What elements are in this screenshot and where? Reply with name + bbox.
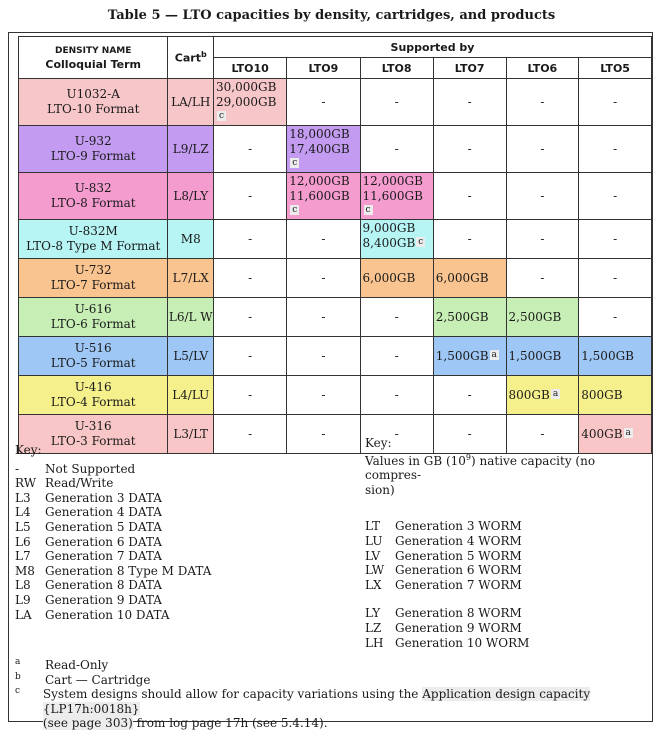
capacity-value: 2,500GB [508, 309, 562, 324]
density-code: U-516 [74, 341, 112, 355]
capacity-cell-supported [506, 376, 579, 415]
key-left-title: Key: [15, 443, 42, 457]
table-row [19, 79, 652, 126]
supported-by-header: Supported by [214, 37, 652, 58]
capacity-cell: - [579, 126, 652, 173]
density-name-header [19, 37, 168, 79]
table-row [19, 337, 652, 376]
capacity-cell: - [360, 126, 433, 173]
footnote-ref[interactable]: a [552, 388, 559, 399]
capacity-value: 29,000GB [216, 95, 277, 109]
capacity-value: 6,000GB [435, 270, 489, 285]
capacity-value: 11,600GB [289, 189, 350, 203]
capacity-value: 2,500GB [435, 309, 489, 324]
values-description [365, 451, 645, 498]
capacity-cell: - [433, 173, 506, 220]
capacity-cell: - [506, 79, 579, 126]
density-name-cell [19, 173, 168, 220]
key-code: RW [15, 476, 37, 491]
capacity-cell: - [287, 337, 360, 376]
capacity-cell-supported [360, 173, 433, 220]
capacity-cell-supported [433, 337, 506, 376]
capacity-cell: - [360, 415, 433, 454]
format-name: LTO-8 Format [50, 196, 136, 210]
key-code: L5 [15, 519, 31, 534]
key-code: L7 [15, 549, 31, 564]
capacity-value: 800GB [581, 387, 623, 402]
key-description: Read/Write [45, 476, 114, 491]
cartridge-cell: L6/L W [168, 298, 214, 337]
key-description: Generation 5 DATA [45, 519, 162, 534]
capacity-value: 9,000GB [362, 221, 416, 235]
capacity-cell: - [506, 220, 579, 259]
table-row [19, 173, 652, 220]
key-description: Generation 3 DATA [45, 490, 162, 505]
capacity-cell: - [506, 126, 579, 173]
key-description: Generation 4 DATA [45, 505, 162, 520]
capacity-value: 8,400GB [362, 236, 416, 250]
key-item [15, 476, 211, 491]
colloquial-term-label: Colloquial Term [45, 57, 142, 71]
capacity-cell: - [214, 259, 287, 298]
key-item [15, 491, 211, 506]
footnote-mark: b [15, 671, 21, 682]
capacity-cell: - [360, 298, 433, 337]
density-name-cell [19, 376, 168, 415]
format-name: LTO-4 Format [50, 395, 136, 409]
key-description: Generation 9 DATA [45, 592, 162, 607]
key-code: LV [365, 548, 381, 563]
capacity-cell: - [214, 173, 287, 220]
key-code: L4 [15, 505, 31, 520]
key-code: L8 [15, 578, 31, 593]
footnote-text [43, 687, 645, 731]
format-name: LTO-9 Format [50, 149, 136, 163]
density-name-label: DENSITY NAME [55, 45, 132, 56]
key-item [15, 608, 211, 623]
capacity-cell: - [506, 173, 579, 220]
key-code: LH [365, 635, 384, 650]
footnote-ref[interactable]: a [625, 427, 631, 438]
values-exponent: 9 [465, 452, 472, 462]
key-item [365, 606, 645, 621]
capacity-cell: - [214, 376, 287, 415]
capacity-cell: - [579, 259, 652, 298]
table-row [19, 298, 652, 337]
capacity-cell-supported [214, 79, 287, 126]
key-description: Generation 5 WORM [395, 548, 522, 563]
capacity-value: 11,600GB [362, 189, 423, 203]
density-name-cell [19, 259, 168, 298]
values-text-line2: sion) [365, 482, 395, 497]
key-code: LY [365, 606, 381, 621]
capacity-cell: - [579, 173, 652, 220]
capacity-cell-supported [360, 259, 433, 298]
key-item [365, 549, 645, 564]
key-code: LU [365, 533, 383, 548]
density-code: U-616 [74, 302, 112, 316]
table-row [19, 126, 652, 173]
cart-label: Cart [174, 51, 201, 65]
capacity-cell-supported [579, 337, 652, 376]
capacity-cell: - [287, 259, 360, 298]
footnote-ref[interactable]: a [491, 349, 497, 360]
key-right [365, 436, 645, 650]
footnote-c-rest: from log page 17h (see 5.4.14). [132, 716, 328, 731]
capacity-value: 1,500GB [581, 348, 634, 363]
values-text-pre: Values in GB (10 [365, 453, 466, 468]
footnote-ref[interactable]: c [365, 205, 371, 215]
footnote-text: Cart — Cartridge [45, 672, 151, 687]
capacity-cell: - [360, 376, 433, 415]
density-name-cell [19, 79, 168, 126]
capacity-cell: - [214, 220, 287, 259]
format-name: LTO-7 Format [50, 278, 136, 292]
capacity-cell-supported [433, 298, 506, 337]
density-code: U-732 [74, 263, 112, 277]
generation-header: LTO6 [506, 58, 579, 79]
table-frame [8, 32, 653, 731]
capacity-cell-supported [287, 173, 360, 220]
key-right-title: Key: [365, 436, 392, 450]
key-description: Generation 8 DATA [45, 578, 162, 593]
footnote-ref[interactable]: c [219, 111, 225, 121]
key-item [15, 505, 211, 520]
application-design-capacity-link[interactable]: Application design capacity {LP17h:0018h} [42, 687, 591, 716]
generation-header: LTO5 [579, 58, 652, 79]
key-description: Generation 7 WORM [395, 577, 522, 592]
capacity-cell: - [214, 415, 287, 454]
capacity-value: 18,000GB [289, 127, 350, 141]
generation-header: LTO10 [214, 58, 287, 79]
capacity-cell: - [433, 220, 506, 259]
capacity-cell: - [360, 79, 433, 126]
key-code: - [15, 461, 20, 476]
key-left [15, 443, 211, 622]
key-description: Generation 6 DATA [45, 534, 162, 549]
footnote-ref[interactable]: c [418, 237, 424, 247]
capacity-cell: - [433, 79, 506, 126]
capacity-cell: - [433, 126, 506, 173]
footnote-text: Read-Only [45, 658, 109, 672]
table-row [19, 259, 652, 298]
format-name: LTO-3 Format [50, 434, 136, 448]
capacity-cell: - [287, 220, 360, 259]
key-description: Generation 8 WORM [395, 606, 522, 621]
capacity-cell-supported [360, 220, 433, 259]
key-item [15, 535, 211, 550]
capacity-value: 1,500GB [508, 348, 562, 363]
density-name-cell [19, 298, 168, 337]
capacity-value: 6,000GB [362, 270, 416, 285]
capacity-value: 400GB [581, 426, 623, 441]
cartridge-cell: L5/LV [168, 337, 214, 376]
capacity-cell: - [433, 376, 506, 415]
key-code: LA [15, 607, 32, 622]
table-row [19, 376, 652, 415]
capacity-cell-supported [433, 259, 506, 298]
footnote-b [15, 673, 645, 688]
density-code: U-832M [68, 224, 118, 238]
density-code: U-416 [74, 380, 112, 394]
key-code: M8 [15, 563, 35, 578]
key-item [15, 593, 211, 608]
key-item [15, 462, 211, 477]
density-code: U-832 [74, 181, 112, 195]
capacity-cell: - [287, 298, 360, 337]
key-code: L9 [15, 592, 31, 607]
key-code: L3 [15, 490, 31, 505]
capacity-value: 12,000GB [289, 174, 350, 188]
format-name: LTO-5 Format [50, 356, 136, 370]
capacity-cell: - [579, 220, 652, 259]
values-text-post: ) native capacity (no compres- [365, 453, 596, 483]
cartridge-cell: L4/LU [168, 376, 214, 415]
generation-header: LTO8 [360, 58, 433, 79]
cartridge-cell: LA/LH [168, 79, 214, 126]
footnote-mark: c [15, 686, 21, 697]
capacity-cell: - [287, 376, 360, 415]
page-reference-link[interactable]: (see page 303) [42, 716, 133, 731]
key-item [365, 519, 645, 534]
key-code: LT [365, 519, 380, 534]
capacity-value: 30,000GB [216, 80, 277, 94]
format-name: LTO-6 Format [50, 317, 136, 331]
key-item [365, 534, 645, 549]
key-code: L6 [15, 534, 31, 549]
key-code: LZ [365, 620, 382, 635]
footnote-a [15, 658, 645, 673]
capacity-value: 1,500GB [435, 348, 489, 363]
cartridge-cell: L7/LX [168, 259, 214, 298]
capacity-cell: - [506, 259, 579, 298]
key-description: Generation 10 DATA [45, 607, 170, 622]
density-name-cell [19, 337, 168, 376]
density-code: U-316 [74, 419, 112, 433]
footnote-mark: a [15, 657, 21, 667]
capacity-cell: - [579, 298, 652, 337]
table-caption: Table 5 — LTO capacities by density, cartridges, and products [107, 8, 556, 23]
format-name: LTO-8 Type M Format [26, 239, 161, 253]
key-description: Generation 6 WORM [395, 563, 522, 578]
capacity-table [18, 36, 652, 454]
capacity-value: 12,000GB [362, 174, 423, 188]
format-name: LTO-10 Format [47, 102, 140, 116]
capacity-cell: - [287, 415, 360, 454]
capacity-cell: - [287, 79, 360, 126]
key-item [365, 636, 645, 651]
density-name-cell [19, 220, 168, 259]
footnote-c [15, 687, 645, 731]
capacity-cell-supported [287, 126, 360, 173]
key-code: LX [365, 577, 382, 592]
capacity-cell: - [360, 337, 433, 376]
key-description: Generation 10 WORM [395, 635, 530, 650]
cart-note-mark: b [200, 50, 207, 60]
key-item [365, 621, 645, 636]
capacity-cell: - [433, 415, 506, 454]
key-description: Generation 8 Type M DATA [45, 563, 212, 578]
density-name-cell [19, 126, 168, 173]
generation-header: LTO7 [433, 58, 506, 79]
key-description: Generation 9 WORM [395, 620, 522, 635]
key-item [15, 549, 211, 564]
footnotes [15, 658, 645, 731]
key-item [365, 578, 645, 593]
cartridge-cell: L9/LZ [168, 126, 214, 173]
cart-header [168, 37, 214, 79]
key-description: Generation 7 DATA [45, 549, 162, 564]
key-item [15, 564, 211, 579]
footnote-ref[interactable]: c [292, 205, 298, 215]
density-code: U1032-A [66, 87, 120, 101]
cartridge-cell: L8/LY [168, 173, 214, 220]
key-description: Generation 4 WORM [395, 533, 522, 548]
capacity-cell-supported [579, 376, 652, 415]
cartridge-cell: L3/LT [168, 415, 214, 454]
key-item [365, 563, 645, 578]
capacity-cell-supported [506, 298, 579, 337]
key-item [15, 520, 211, 535]
capacity-cell-supported [506, 337, 579, 376]
capacity-cell: - [506, 415, 579, 454]
footnote-ref[interactable]: c [292, 158, 298, 168]
capacity-cell: - [214, 126, 287, 173]
capacity-value: 17,400GB [289, 142, 350, 156]
key-description: Generation 3 WORM [395, 519, 522, 534]
capacity-value: 800GB [508, 387, 550, 402]
capacity-cell: - [214, 337, 287, 376]
capacity-cell: - [579, 79, 652, 126]
key-description: Not Supported [45, 461, 136, 476]
key-code: LW [365, 563, 385, 578]
footnote-c-pre: System designs should allow for capacity variations using the [42, 687, 423, 702]
key-item [15, 578, 211, 593]
generation-header: LTO9 [287, 58, 360, 79]
table-row [19, 220, 652, 259]
density-code: U-932 [74, 134, 112, 148]
cartridge-cell: M8 [168, 220, 214, 259]
capacity-cell: - [214, 298, 287, 337]
